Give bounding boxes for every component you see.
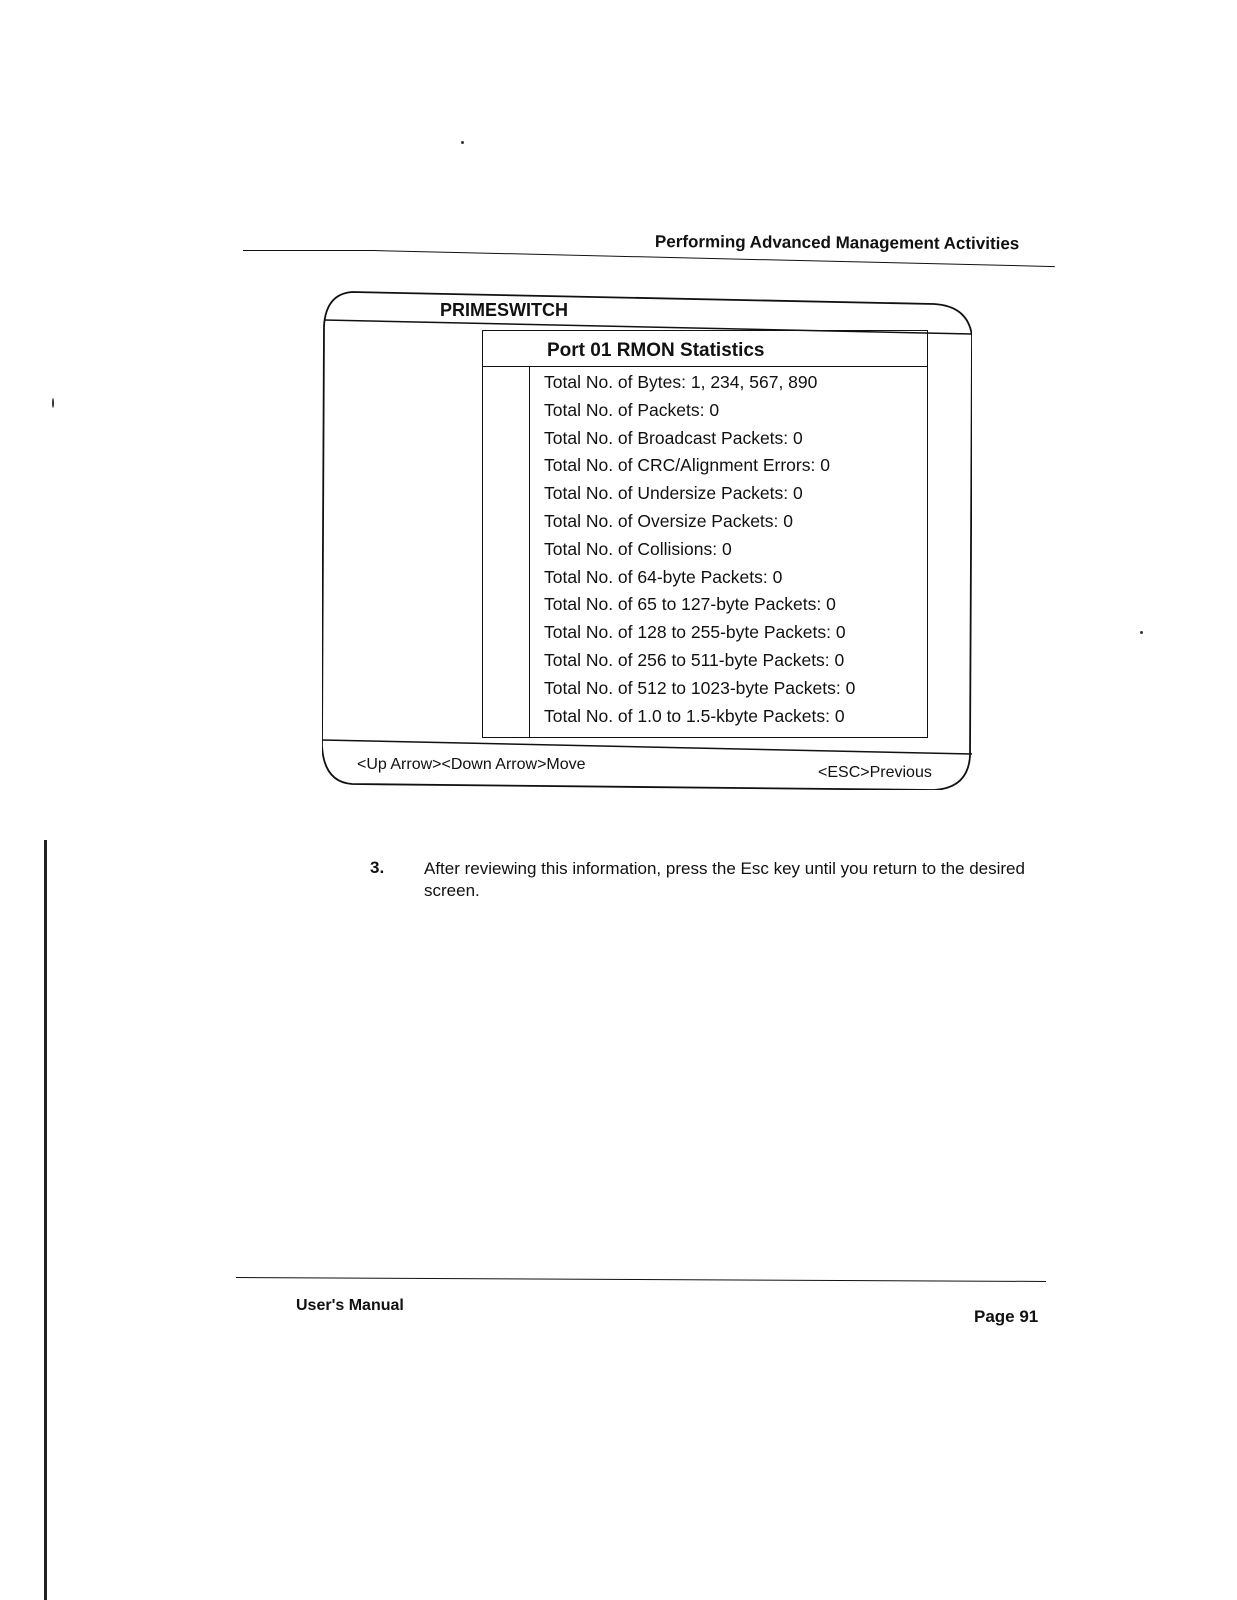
footer-rule [236,1277,1046,1282]
screen-footer-rule [322,740,972,754]
page-number: Page 91 [974,1307,1039,1326]
header-rule [243,250,373,251]
footer-manual-label: User's Manual [296,1297,404,1314]
stat-row-total-packets[interactable]: Total No. of Packets: 0 [544,399,720,420]
stat-row-512-1023-byte-packets[interactable]: Total No. of 512 to 1023-byte Packets: 0 [544,677,856,698]
stats-list [544,369,924,730]
move-key-hint: <Up Arrow><Down Arrow>Move [357,756,586,773]
stat-row-undersize-packets[interactable]: Total No. of Undersize Packets: 0 [544,483,803,504]
scan-binding-edge [44,840,47,1600]
stat-row-65-127-byte-packets[interactable]: Total No. of 65 to 127-byte Packets: 0 [544,594,836,615]
stat-row-collisions[interactable]: Total No. of Collisions: 0 [544,538,732,559]
stat-row-128-255-byte-packets[interactable]: Total No. of 128 to 255-byte Packets: 0 [544,622,846,643]
step-text: After reviewing this information, press the Esc key until you return to the desired screen. [424,859,1025,900]
stat-row-broadcast-packets[interactable]: Total No. of Broadcast Packets: 0 [544,427,803,448]
running-header-title: Performing Advanced Management Activities [654,232,1020,254]
stat-row-256-511-byte-packets[interactable]: Total No. of 256 to 511-byte Packets: 0 [544,649,845,670]
scan-speck [52,398,54,408]
scan-speck [1140,631,1143,634]
stats-title-rule [482,366,928,367]
step-number: 3. [370,858,385,877]
scan-speck [461,141,464,144]
esc-previous-key-hint: <ESC>Previous [818,764,932,781]
screen-title: PRIMESWITCH [440,300,568,320]
stats-window-title: Port 01 RMON Statistics [547,340,765,361]
stats-left-gutter [529,366,530,738]
stat-row-total-bytes[interactable]: Total No. of Bytes: 1, 234, 567, 890 [544,372,818,392]
stat-row-64-byte-packets[interactable]: Total No. of 64-byte Packets: 0 [544,566,783,587]
stat-row-crc-alignment-errors[interactable]: Total No. of CRC/Alignment Errors: 0 [544,455,830,476]
stat-row-1-0-1-5-kbyte-packets[interactable]: Total No. of 1.0 to 1.5-kbyte Packets: 0 [544,705,845,726]
stat-row-oversize-packets[interactable]: Total No. of Oversize Packets: 0 [544,510,793,531]
